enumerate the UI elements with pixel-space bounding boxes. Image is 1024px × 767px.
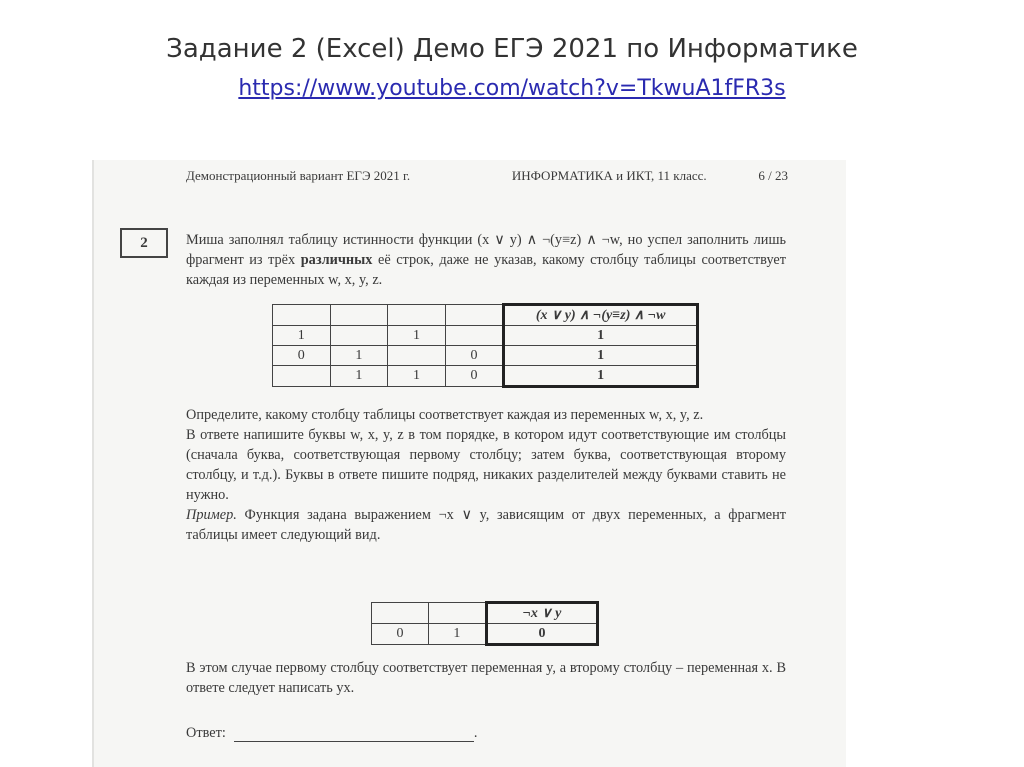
table-cell: ¬x ∨ y [486,603,597,624]
table-row [273,346,698,366]
slide-heading: Задание 2 (Excel) Демо ЕГЭ 2021 по Информатике [166,34,858,64]
instruction-paragraph-1: Определите, какому столбцу таблицы соответствует каждая из переменных w, x, y, z. [186,407,704,423]
table-cell: 1 [504,326,698,346]
answer-row [186,725,477,742]
table-cell [388,346,446,366]
example-label: Пример. [186,507,237,523]
answer-label: Ответ: [186,725,226,741]
slide-title [0,30,1024,108]
table-cell [388,305,446,326]
example-paragraph [186,505,786,545]
table-cell: 1 [504,366,698,387]
table-cell [273,366,331,387]
table-cell: 0 [273,346,331,366]
instructions-block [186,405,786,545]
table-cell [445,305,504,326]
table-row [372,624,598,645]
answer-line[interactable] [234,727,474,742]
table-row [273,366,698,387]
table-row [273,326,698,346]
table-cell [372,603,429,624]
scanned-exam-page [92,160,846,767]
youtube-link[interactable]: https://www.youtube.com/watch?v=TkwuA1fFR3s [238,76,786,101]
table-cell: 1 [388,366,446,387]
intro-bold: различных [300,252,373,268]
instruction-paragraph-2: В ответе напишите буквы w, x, y, z в том порядке, в котором идут соответствующие им столбцы (сначала буква, соответствующая первому столбцу; затем буква, соответствующая второму столбцу, и т.д.). Буквы в ответе пишите подряд, никаких разделителей между буквами ставить не нужно. [186,427,786,503]
table-header-row [273,305,698,326]
table-cell: 1 [330,346,388,366]
table-cell: 0 [486,624,597,645]
table-header-row [372,603,598,624]
table-cell: (x ∨ y) ∧ ¬(y≡z) ∧ ¬w [504,305,698,326]
table-cell: 0 [445,366,504,387]
table-cell [330,326,388,346]
table-cell: 0 [372,624,429,645]
table-cell [330,305,388,326]
intro-text-2: её строк, даже не указав, какому столбцу таблицы соответствует каждая из переменных w, x, y, z. [186,252,786,288]
header-left: Демонстрационный вариант ЕГЭ 2021 г. [186,168,411,183]
task-intro [186,230,786,290]
table-cell: 1 [273,326,331,346]
header-page-number: 6 / 23 [758,168,788,183]
answer-period: . [473,725,478,741]
table-cell: 0 [445,346,504,366]
table-cell [428,603,486,624]
task-number-box: 2 [120,228,168,258]
table-cell [445,326,504,346]
table-cell: 1 [388,326,446,346]
truth-table [272,303,699,388]
page-header [186,168,788,184]
table-cell: 1 [504,346,698,366]
header-subject: ИНФОРМАТИКА и ИКТ, 11 класс. [511,168,707,183]
example-text: Функция задана выражением ¬x ∨ y, зависящим от двух переменных, а фрагмент таблицы имеет следующий вид. [186,507,786,543]
example-table [371,601,599,646]
table-cell [273,305,331,326]
table-cell: 1 [428,624,486,645]
intro-text-1: Миша заполнял таблицу истинности функции (x ∨ y) ∧ ¬(y≡z) ∧ ¬w, но успел заполнить лишь фрагмент из трёх [186,232,786,268]
conclusion-paragraph: В этом случае первому столбцу соответствует переменная y, а второму столбцу – переменная x. В ответе следует написать yx. [186,660,786,696]
table-cell: 1 [330,366,388,387]
